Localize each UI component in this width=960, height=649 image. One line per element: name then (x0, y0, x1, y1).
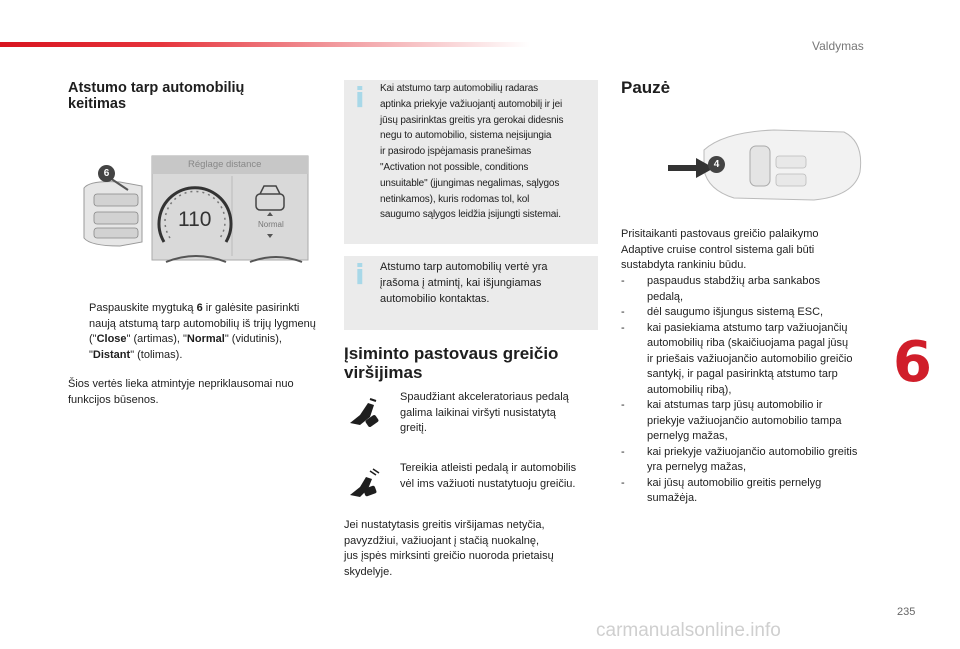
list-line: automobilių ribą), (647, 383, 732, 396)
list-dash: - (621, 275, 625, 287)
section-title: Valdymas (812, 39, 864, 53)
instruction-button-number: 6 (196, 302, 203, 314)
level-distant: Distant (92, 348, 131, 361)
left-heading-line2: keitimas (68, 96, 127, 112)
pedal-press-text (400, 390, 569, 437)
info-line: jūsų pasirinktas greitis yra gerokai didesnis (380, 114, 564, 126)
right-heading: Pauzė (621, 78, 671, 97)
pedal-line: Spaudžiant akceleratoriaus pedalą (400, 391, 569, 403)
instruction-part: ir galėsite pasirinkti naują atstumą tarp automobilių iš trijų lygmenų (" (89, 302, 316, 345)
pedal-line: greitį. (400, 422, 427, 434)
left-note (68, 377, 294, 408)
info-line: įrašoma į atmintį, kai išjungiamas (380, 276, 542, 289)
middle-note-line: pavyzdžiui, važiuojant į stačią nuokalnę, (344, 534, 540, 547)
info-line: netinkamos), kuris rodomas tol, kol (380, 193, 530, 205)
level-close: Close (96, 333, 127, 345)
left-note-line: funkcijos būsenos. (68, 393, 159, 406)
info-box-memory (344, 256, 598, 330)
info-line: Kai atstumo tarp automobilių radaras (380, 83, 539, 94)
screen-title: Réglage distance (188, 159, 262, 170)
list-line: yra pernelyg mažas, (647, 461, 747, 473)
list-line: sumažėja. (647, 492, 698, 504)
pause-figure (664, 126, 870, 206)
right-intro-line: Adaptive cruise control sistema gali būti (621, 243, 815, 256)
left-instruction (68, 301, 326, 363)
right-intro-line: Prisitaikanti pastovaus greičio palaikymo (621, 228, 819, 240)
info-line: unsuitable" (įjungimas negalimas, sąlygos (380, 177, 560, 189)
pedal-line: vėl ims važiuoti nustatytuoju greičiu. (400, 477, 576, 490)
pause-conditions-list (621, 274, 881, 507)
list-item (621, 305, 881, 321)
list-line: kai priekyje važiuojančio automobilio greitis (647, 445, 858, 458)
middle-note (344, 518, 554, 580)
pedal-line: Tereikia atleisti pedalą ir automobilis (400, 462, 577, 474)
screen-normal-label: Normal (258, 220, 284, 229)
list-item (621, 274, 881, 305)
stalk-illustration (664, 126, 870, 206)
pedal-press-icon (346, 395, 380, 434)
right-intro-line: sustabdyta rankiniu būdu. (621, 259, 747, 271)
distance-setting-figure (80, 150, 310, 268)
list-line: pernelyg mažas, (647, 430, 728, 442)
list-line: dėl saugumo išjungus sistemą ESC, (647, 306, 824, 318)
list-line: santykį, ir pagal pasirinktą atstumo tarp (647, 368, 838, 380)
pedal-release-text (400, 461, 576, 492)
list-line: ir priešais važiuojančio automobilio greičio (647, 352, 853, 365)
screen-speed: 110 (178, 208, 212, 231)
pedal-release-icon (346, 467, 380, 506)
chapter-number: 6 (893, 330, 932, 395)
left-instruction-text (68, 301, 326, 363)
info-line: Atstumo tarp automobilių vertė yra (380, 261, 548, 273)
callout-badge-4: 4 (708, 156, 725, 173)
info-line: ir pasirodo įspėjamasis pranešimas (380, 146, 532, 158)
middle-heading (344, 344, 558, 382)
info-box-memory-text (380, 260, 548, 307)
list-line: pedalą, (647, 290, 684, 303)
info-icon: i (355, 81, 365, 114)
right-intro (621, 227, 818, 274)
pedal-line: galima laikinai viršyti nusistatytą (400, 406, 556, 419)
header-accent-bar (0, 42, 530, 47)
list-dash: - (621, 476, 625, 489)
left-heading (68, 80, 244, 112)
list-line: kai atstumas tarp jūsų automobilio ir (647, 399, 823, 411)
list-line: kai pasiekiama atstumo tarp važiuojančių (647, 321, 848, 334)
page-number: 235 (897, 606, 916, 618)
info-line: saugumo sąlygos leidžia įsijungti sistemai. (380, 209, 561, 221)
list-dash: - (621, 399, 625, 411)
info-icon: i (355, 258, 365, 291)
instruction-part: Paspauskite mygtuką (89, 302, 197, 314)
list-line: priekyje važiuojančio automobilio tampa (647, 414, 842, 427)
level-normal: Normal (186, 333, 225, 345)
list-item (621, 321, 881, 399)
info-box-radar-text (380, 81, 563, 223)
info-line: negu to automobilio, sistema neįsijungia (380, 130, 552, 142)
info-line: "Activation not possible, conditions (380, 161, 529, 173)
watermark: carmanualsonline.info (596, 620, 781, 641)
middle-note-line: jus įspės mirksinti greičio nuoroda prietaisų (344, 550, 554, 562)
list-line: kai jūsų automobilio greitis pernelyg (647, 476, 822, 489)
callout-badge-6: 6 (98, 165, 115, 182)
left-heading-line1: Atstumo tarp automobilių (68, 80, 245, 96)
list-line: paspaudus stabdžių arba sankabos (647, 275, 821, 287)
left-note-line: Šios vertės lieka atmintyje nepriklausomai nuo (68, 378, 294, 390)
list-dash: - (621, 306, 625, 318)
list-item (621, 476, 881, 507)
info-box-radar (344, 80, 598, 244)
middle-heading-line2: viršijimas (344, 363, 423, 382)
instruction-part: " (tolimas). (130, 348, 183, 361)
middle-heading-line1: Įsiminto pastovaus greičio (344, 344, 559, 363)
instruction-part: " (vidutinis), " (89, 333, 282, 361)
list-dash: - (621, 445, 625, 458)
instruction-part: " (artimas), " (126, 333, 187, 345)
middle-note-line: skydelyje. (344, 565, 393, 578)
info-line: aptinka priekyje važiuojantį automobilį ir jei (380, 98, 563, 110)
info-line: automobilio kontaktas. (380, 292, 490, 305)
middle-note-line: Jei nustatytasis greitis viršijamas netyčia, (344, 519, 545, 531)
list-dash: - (621, 321, 625, 334)
list-line: automobilių riba (skaičiuojama pagal jūsų (647, 337, 849, 349)
list-item (621, 445, 881, 476)
list-item (621, 398, 881, 445)
